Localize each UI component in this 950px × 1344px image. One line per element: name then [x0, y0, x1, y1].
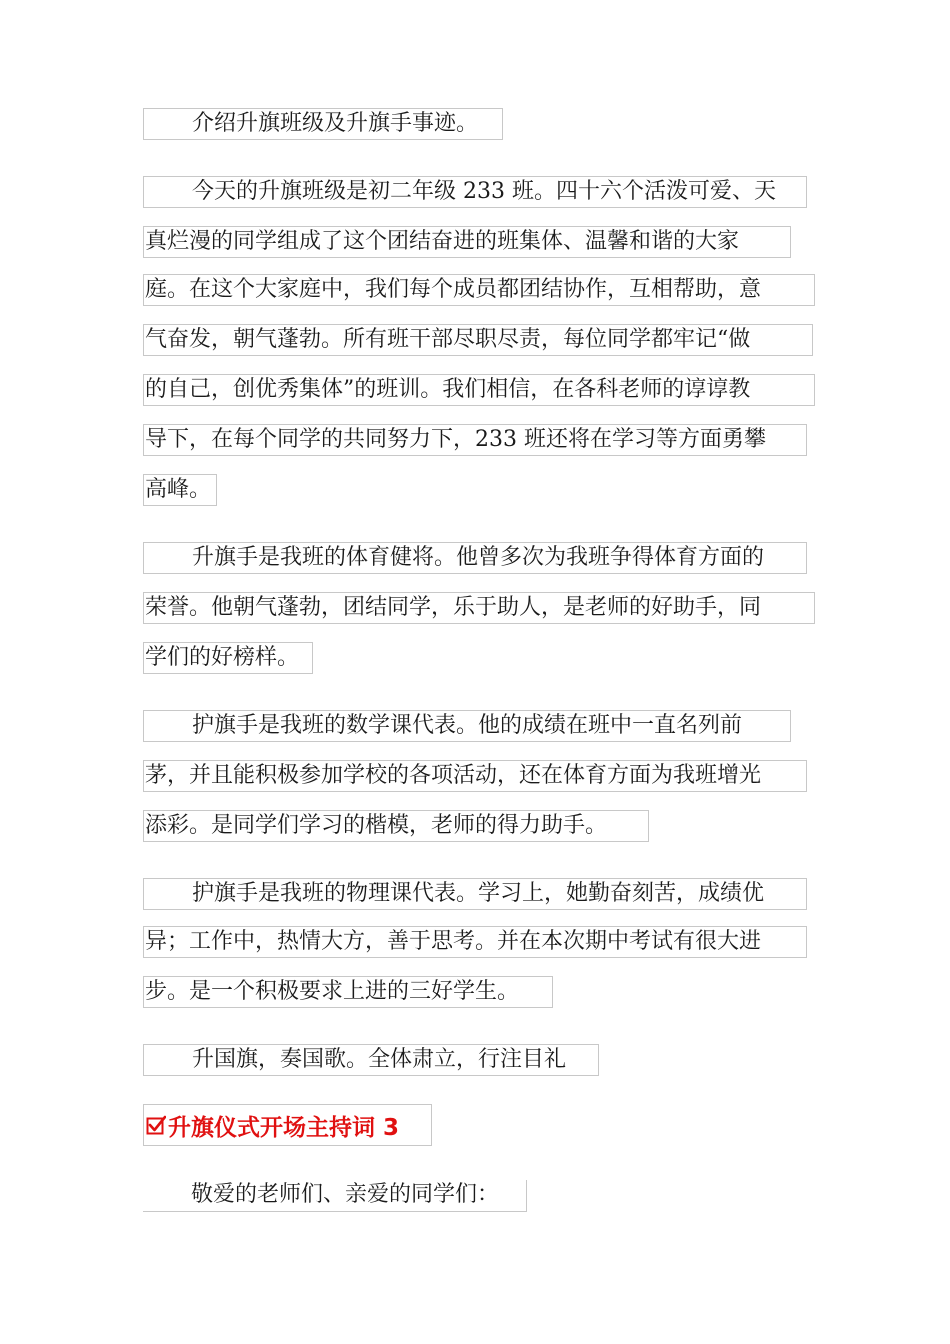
paragraph-flag-guard-physics-line: 异；工作中，热情大方，善于思考。并在本次期中考试有很大进: [143, 926, 807, 958]
checkbox-checked-icon: [146, 1115, 166, 1135]
paragraph-class-line: 真烂漫的同学组成了这个团结奋进的班集体、温馨和谐的大家: [143, 226, 791, 258]
paragraph-class-line: 导下，在每个同学的共同努力下，233 班还将在学习等方面勇攀: [143, 424, 807, 456]
paragraph-flag-raiser-line: 升旗手是我班的体育健将。他曾多次为我班争得体育方面的: [143, 542, 807, 574]
paragraph-flag-guard-math-line: 添彩。是同学们学习的楷模，老师的得力助手。: [143, 810, 649, 842]
section-heading: [143, 1104, 432, 1146]
paragraph-flag-guard-physics-line: 护旗手是我班的物理课代表。学习上，她勤奋刻苦，成绩优: [143, 878, 807, 910]
paragraph-class-line: 庭。在这个大家庭中，我们每个成员都团结协作，互相帮助，意: [143, 274, 815, 306]
paragraph-flag-raiser-line: 学们的好榜样。: [143, 642, 313, 674]
paragraph-flag-guard-math-line: 护旗手是我班的数学课代表。他的成绩在班中一直名列前: [143, 710, 791, 742]
paragraph-class-line: 的自己，创优秀集体”的班训。我们相信，在各科老师的谆谆教: [143, 374, 815, 406]
paragraph-class-line: 今天的升旗班级是初二年级 233 班。四十六个活泼可爱、天: [143, 176, 807, 208]
paragraph-intro-line: 介绍升旗班级及升旗手事迹。: [143, 108, 503, 140]
paragraph-flag-raiser-line: 荣誉。他朝气蓬勃，团结同学，乐于助人，是老师的好助手，同: [143, 592, 815, 624]
paragraph-flag-guard-math-line: 茅，并且能积极参加学校的各项活动，还在体育方面为我班增光: [143, 760, 807, 792]
section-heading-text: 升旗仪式开场主持词 3: [168, 1114, 400, 1141]
paragraph-flag-guard-physics-line: 步。是一个积极要求上进的三好学生。: [143, 976, 553, 1008]
paragraph-greeting-line: 敬爱的老师们、亲爱的同学们：: [143, 1180, 527, 1212]
paragraph-class-line: 高峰。: [143, 474, 217, 506]
paragraph-anthem-line: 升国旗，奏国歌。全体肃立，行注目礼: [143, 1044, 599, 1076]
paragraph-class-line: 气奋发，朝气蓬勃。所有班干部尽职尽责，每位同学都牢记“做: [143, 324, 813, 356]
